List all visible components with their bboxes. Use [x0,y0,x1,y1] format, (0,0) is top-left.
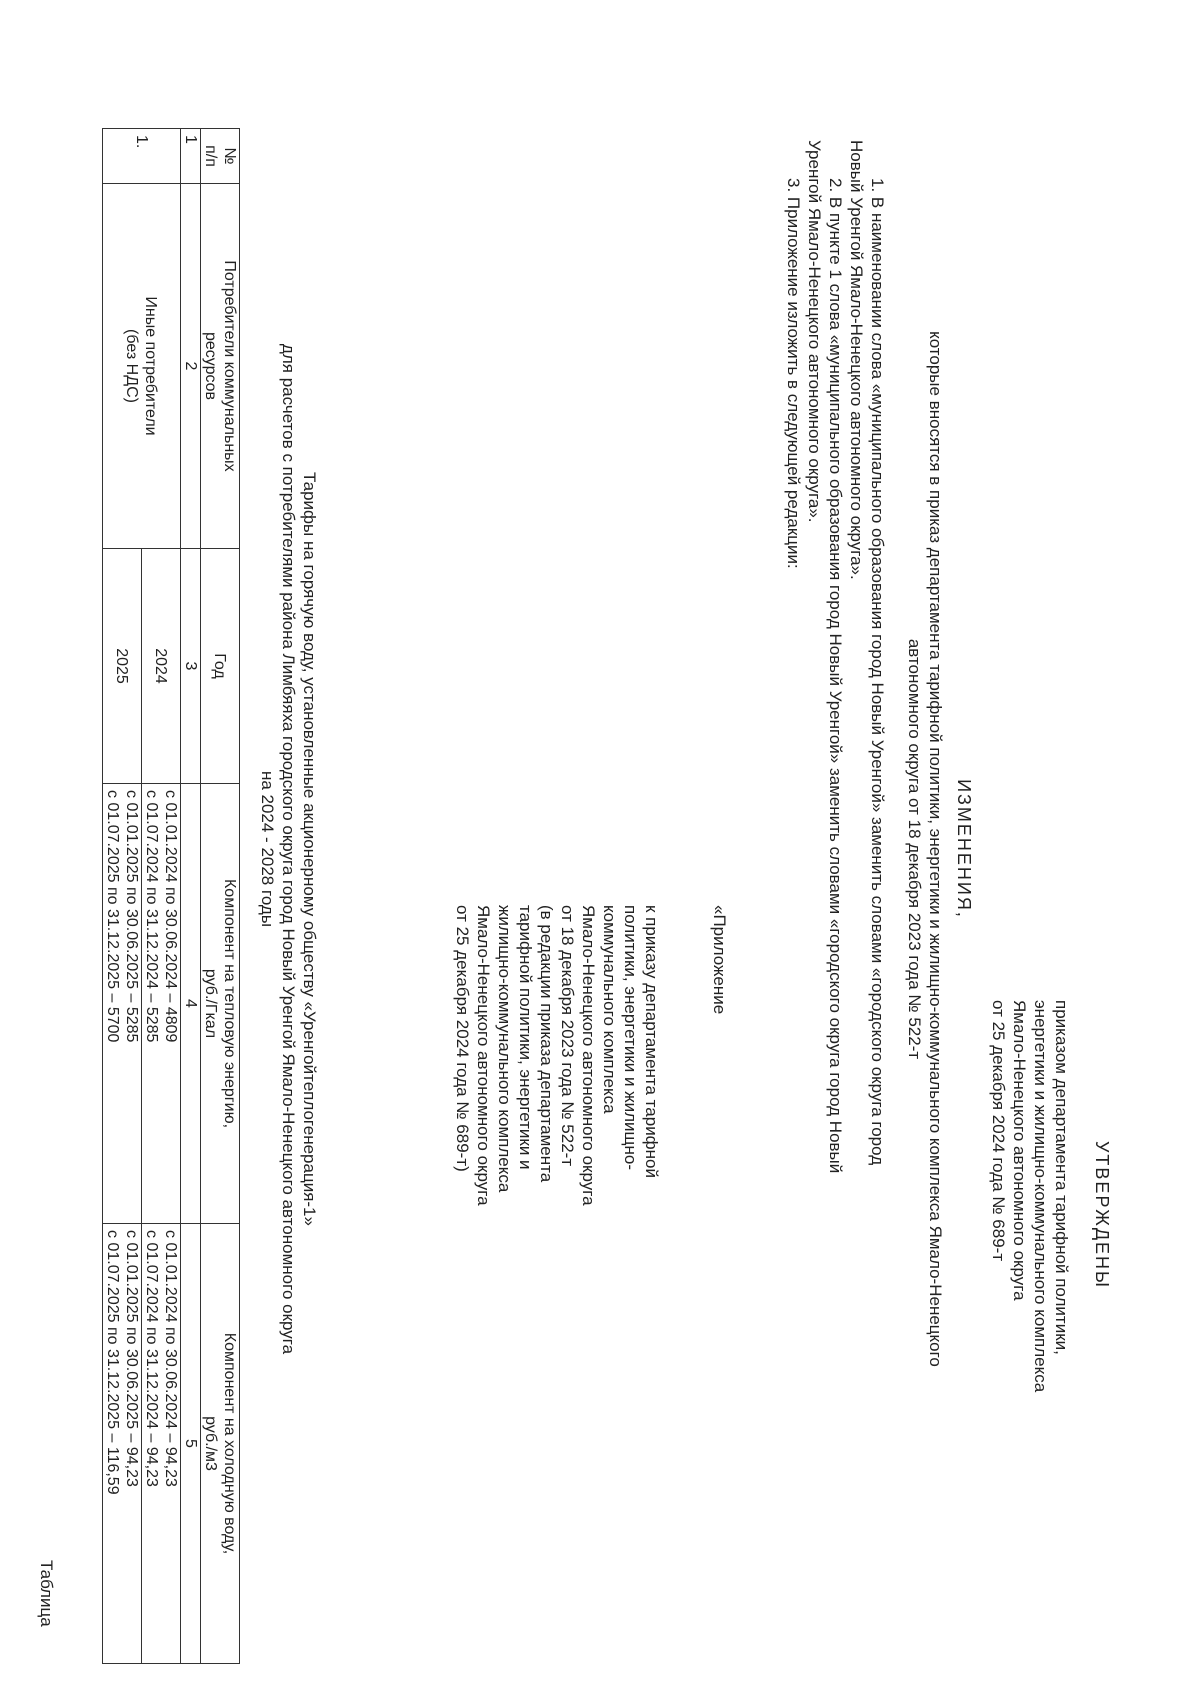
change-item-3: 3. Приложение изложить в следующей редакции: [784,178,803,569]
water-period: с 01.01.2025 по 30.06.2025 – 94,23 [123,1230,140,1487]
change-item-1: 1. В наименовании слова «муниципального образования город Новый Уренгой» заменить словами «городского округа город [868,178,887,1166]
column-number: 3 [181,549,201,784]
header-text: Компонент на холодную воду, [221,1332,238,1555]
water-period: с 01.01.2024 по 30.06.2024 – 94,23 [162,1230,179,1487]
appendix-line: Ямало-Ненецкого автономного округа [474,905,493,1206]
water-period: с 01.07.2025 по 31.12.2025 – 116,59 [104,1230,121,1495]
header-text: № [221,147,238,165]
header-text: Год [211,653,229,679]
changes-title: ИЗМЕНЕНИЯ, [954,779,974,919]
change-item-2-cont: Уренгой Ямало-Ненецкого автономного округа». [805,140,824,523]
column-number: 1 [181,129,201,184]
change-item-1-cont: Новый Уренгой Ямало-Ненецкого автономного округа». [847,140,866,580]
water-cell [142,1224,181,1664]
table-row [142,129,181,1664]
appendix-line: к приказу департамента тарифной [642,905,661,1179]
column-number: 4 [181,784,201,1224]
approval-title: УТВЕРЖДЕНЫ [1092,1141,1112,1289]
water-cell [103,1224,142,1664]
year-cell: 2024 [142,549,181,784]
heat-cell [103,784,142,1224]
header-text: Потребители коммунальных [221,260,238,472]
header-text: ресурсов [202,331,219,401]
changes-subtitle-line: которые вносятся в приказ департамента тарифной политики, энергетики и жилищно-коммунального комплекса Ямало-Ненецкого [926,331,945,1367]
column-number: 2 [181,184,201,549]
appendix-line: от 25 декабря 2024 года № 689-т) [453,905,472,1172]
tariffs-title-line: для расчетов с потребителями района Лимбяяха городского округа город Новый Уренгой Ямало-Ненецкого автономного округа [279,343,298,1355]
appendix-title: «Приложение [710,905,729,1015]
tariffs-table [102,128,240,1664]
tariffs-title-line: на 2024 - 2028 годы [258,770,277,928]
appendix-line: Ямало-Ненецкого автономного округа [579,905,598,1206]
appendix-line: (в редакции приказа департамента [537,905,556,1183]
water-period: с 01.07.2024 по 31.12.2024 – 94,23 [143,1230,160,1487]
approval-line: от 25 декабря 2024 года № 689-т [989,1000,1008,1262]
appendix-line: от 18 декабря 2023 года № 522-т [558,905,577,1167]
consumer-text: (без НДС) [123,329,141,403]
changes-subtitle [904,0,946,1698]
heat-period: с 01.01.2025 по 30.06.2025 – 5285 [123,790,140,1043]
consumer-text: Иные потребители [142,296,160,436]
approval-line: приказом департамента тарифной политики, [1052,1000,1071,1355]
header-text: п/п [202,145,219,167]
heat-period: с 01.07.2025 по 31.12.2025 – 5700 [104,790,121,1043]
appendix-line: тарифной политики, энергетики и [516,905,535,1170]
tariffs-title [257,0,320,1698]
heat-period: с 01.07.2024 по 31.12.2024 – 5285 [143,790,160,1043]
column-number: 5 [181,1224,201,1664]
appendix-details [452,905,662,1206]
header-cell-heat [201,784,240,1224]
heat-period: с 01.01.2024 по 30.06.2024 – 4809 [162,790,179,1043]
table-header-row [201,129,240,1664]
header-text: руб./Гкал [202,968,219,1039]
changes-subtitle-line: автономного округа от 18 декабря 2023 года № 522-т [905,638,924,1060]
header-cell-number [201,129,240,184]
year-cell: 2025 [103,549,142,784]
row-number: 1. [103,129,181,184]
change-item-2: 2. В пункте 1 слова «муниципального образования город Новый Уренгой» заменить словами «городского округа город Новый [826,178,845,1174]
approval-details [988,1000,1072,1392]
table-label: Таблица [37,1560,56,1627]
appendix-line: политики, энергетики и жилищно- [621,905,640,1170]
header-text: руб./м3 [202,1416,219,1471]
header-cell-water [201,1224,240,1664]
approval-line: Ямало-Ненецкого автономного округа [1010,1000,1029,1301]
appendix-line: коммунального комплекса [600,905,619,1114]
table-column-numbers-row [181,129,201,1664]
approval-block [1091,1000,1112,1430]
consumer-cell [103,184,181,549]
appendix-line: жилищно-коммунального комплекса [495,905,514,1193]
tariffs-title-line: Тарифы на горячую воду, установленные акционерному обществу «Уренгойтеплогенерация-1» [300,472,319,1226]
header-cell-year [201,549,240,784]
approval-line: энергетики и жилищно-коммунального комплекса [1031,1000,1050,1393]
header-text: Компонент на тепловую энергию, [221,878,238,1129]
heat-cell [142,784,181,1224]
header-cell-consumers [201,184,240,549]
change-items [783,140,888,1173]
